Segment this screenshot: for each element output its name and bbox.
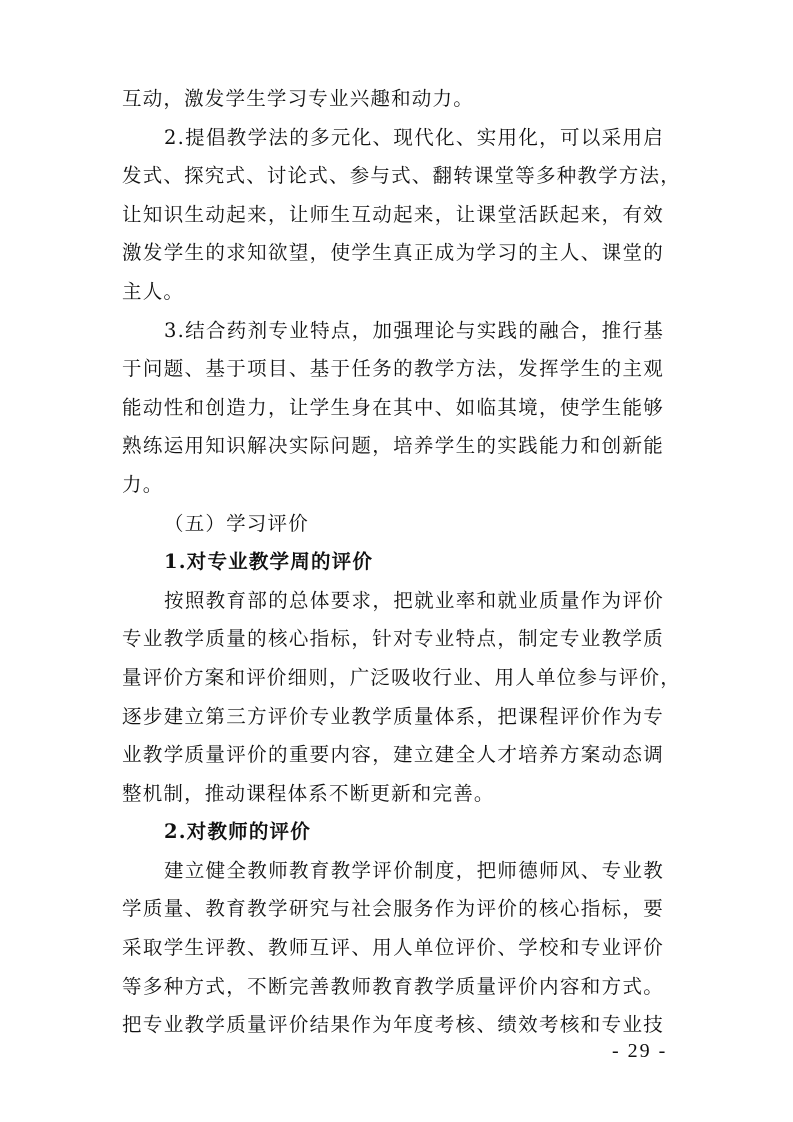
text-line: 熟练运用知识解决实际问题，培养学生的实践能力和创新能 xyxy=(122,434,664,458)
paragraph-first-line: 2.提倡教学法的多元化、现代化、实用化，可以采用启 xyxy=(164,125,664,149)
paragraph-first-line: 建立健全教师教育教学评价制度，把师德师风、专业教 xyxy=(164,858,664,882)
paragraph-first-line: 按照教育部的总体要求，把就业率和就业质量作为评价 xyxy=(164,588,664,612)
text-line: 于问题、基于项目、基于任务的教学方法，发挥学生的主观 xyxy=(122,357,664,381)
text-line: 学质量、教育教学研究与社会服务作为评价的核心指标，要 xyxy=(122,897,664,921)
text-line: 业教学质量评价的重要内容，建立建全人才培养方案动态调 xyxy=(122,743,664,767)
text-line: 发式、探究式、讨论式、参与式、翻转课堂等多种教学方法， xyxy=(122,164,681,188)
text-line: 把专业教学质量评价结果作为年度考核、绩效考核和专业技 xyxy=(122,1013,664,1037)
text-line: 整机制，推动课程体系不断更新和完善。 xyxy=(122,781,495,805)
paragraph-first-line: 3.结合药剂专业特点，加强理论与实践的融合，推行基 xyxy=(164,318,664,342)
text-line: 逐步建立第三方评价专业教学质量体系，把课程评价作为专 xyxy=(122,704,664,728)
text-line: 专业教学质量的核心指标，针对专业特点，制定专业教学质 xyxy=(122,627,664,651)
text-line: 能动性和创造力，让学生身在其中、如临其境，使学生能够 xyxy=(122,395,664,419)
section-heading: （五）学习评价 xyxy=(164,511,309,535)
text-line: 激发学生的求知欲望，使学生真正成为学习的主人、课堂的 xyxy=(122,241,664,265)
text-line: 力。 xyxy=(122,472,164,496)
subsection-heading: 1.对专业教学周的评价 xyxy=(164,550,374,574)
subsection-heading: 2.对教师的评价 xyxy=(164,820,311,844)
text-line: 等多种方式，不断完善教师教育教学质量评价内容和方式。 xyxy=(122,974,664,998)
page-number: - 29 - xyxy=(612,1040,668,1062)
text-line: 采取学生评教、教师互评、用人单位评价、学校和专业评价 xyxy=(122,936,664,960)
text-line: 量评价方案和评价细则，广泛吸收行业、用人单位参与评价， xyxy=(122,665,681,689)
text-line: 互动，激发学生学习专业兴趣和动力。 xyxy=(122,87,474,110)
text-line: 主人。 xyxy=(122,279,185,303)
text-line: 让知识生动起来，让师生互动起来，让课堂活跃起来，有效 xyxy=(122,202,664,226)
body-text xyxy=(122,80,681,1045)
